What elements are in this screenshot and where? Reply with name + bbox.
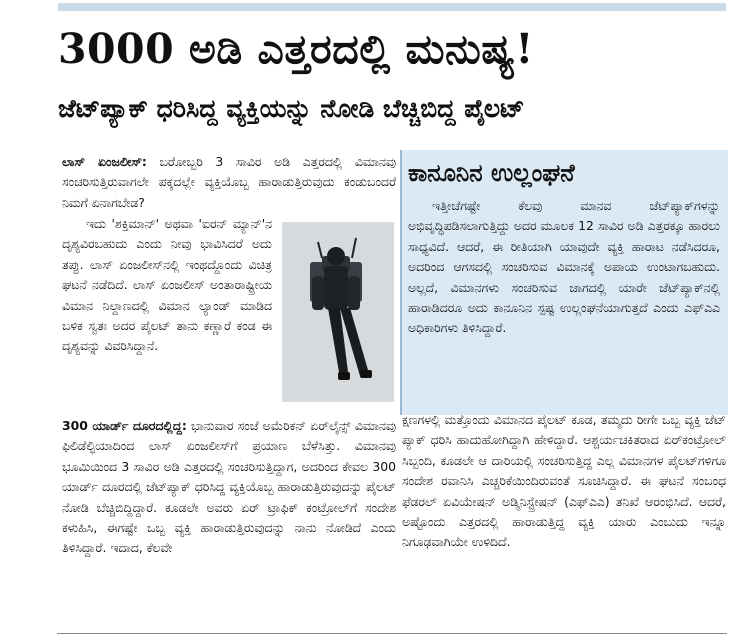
masthead-color-bar (58, 3, 726, 11)
intro-text: ಬರೋಬ್ಬರಿ 3 ಸಾವಿರ ಅಡಿ ಎತ್ತರದಲ್ಲಿ ವಿಮಾನವು ಸಂಚರಿಸುತ್ತಿರುವಾಗಲೇ ಪಕ್ಕದಲ್ಲೇ ವ್ಯಕ್ತಿಯೊಬ್ಬ ಹಾರಾಡುತ್ತಿರುವುದು ಕಂಡುಬಂದರೆ ನಿಮಗೆ ಏನಾಗಬೇಡ? (62, 154, 396, 210)
intro-paragraph (62, 152, 396, 213)
bottom-rule (57, 633, 727, 634)
section-lead: 300 ಯಾರ್ಡ್ ದೂರದಲ್ಲಿದ್ದ: (62, 418, 187, 433)
intro-paragraph-2 (62, 214, 272, 357)
sidebar-text-block (408, 196, 720, 339)
right-column-text: ಕ್ಷಣಗಳಲ್ಲಿ ಮತ್ತೊಂದು ವಿಮಾನದ ಪೈಲಟ್ ಕೂಡ, ತಮ್ಮದು ರೀಗೇ ಒಬ್ಬ ವ್ಯಕ್ತಿ ಜೆಟ್ ಪ್ಯಾಕ್ ಧರಿಸಿ ಹಾದುಹೋಗಿದ್ದಾಗಿ ಹೇಳಿದ್ದಾರೆ. ಆಶ್ಚರ್ಯಚಕಿತರಾದ ಏರ್‌ಕಂಟ್ರೋಲ್ ಸಿಬ್ಬಂದಿ, ಕೂಡಲೇ ಆ ದಾರಿಯಲ್ಲಿ ಸಂಚರಿಸುತ್ತಿದ್ದ ಎಲ್ಲ ವಿಮಾನಗಳ ಪೈಲಟ್‌ಗಳಿಗೂ ಸಂದೇಶ ರವಾನಿಸಿ ಎಚ್ಚರಿಕೆಯಿಂದಿರುವಂತೆ ಸೂಚಿಸಿದ್ದಾರೆ. ಈ ಘಟನೆ ಸಂಬಂಧ ಫೆಡರಲ್ ಏವಿಯೇಷನ್ ಅಡ್ಮಿನಿಸ್ಟ್ರೇಷನ್ (ಎಫ್‌ಎಎ) ತನಿಖೆ ಆರಂಭಿಸಿದೆ. ಆದರೆ, ಅಷ್ಟೊಂದು ಎತ್ತರದಲ್ಲಿ ಹಾರಾಡುತ್ತಿದ್ದ ವ್ಯಕ್ತಿ ಯಾರು ಎಂಬುದು ಇನ್ನೂ ನಿಗೂಢವಾಗಿಯೇ ಉಳಿದಿದೆ. (402, 412, 726, 550)
article-right-column (402, 410, 726, 553)
headline: 3000 ಅಡಿ ಎತ್ತರದಲ್ಲಿ ಮನುಷ್ಯ! (58, 25, 534, 73)
section2-text: ಭಾನುವಾರ ಸಂಜೆ ಅಮೆರಿಕನ್ ಏರ್‌ಲೈನ್ಸ್ ವಿಮಾನವು ಫಿಲಿಡೆಲ್ಫಿಯಾದಿಂದ ಲಾಸ್ ಏಂಜಲೀಸ್‌ಗೆ ಪ್ರಯಾಣ ಬೆಳೆಸಿತ್ತು. ವಿಮಾನವು ಭೂಮಿಯಿಂದ 3 ಸಾವಿರ ಅಡಿ ಎತ್ತರದಲ್ಲಿ ಸಂಚರಿಸುತ್ತಿದ್ದಾಗ, ಅದರಿಂದ ಕೇವಲ 300 ಯಾರ್ಡ್ ದೂರದಲ್ಲಿ ಜೆಟ್‌ಪ್ಯಾಕ್ ಧರಿಸಿದ್ದ ವ್ಯಕ್ತಿಯೊಬ್ಬ ಹಾರಾಡುತ್ತಿರುವುದನ್ನು ಪೈಲಟ್ ನೋಡಿ ಬೆಚ್ಚಿಬಿದ್ದಿದ್ದಾರೆ. ಕೂಡಲೇ ಅವರು ಏರ್ ಟ್ರಾಫಿಕ್ ಕಂಟ್ರೋಲ್‌ಗೆ ಸಂದೇಶ ಕಳುಹಿಸಿ, ಈಗಷ್ಟೇ ಒಬ್ಬ ವ್ಯಕ್ತಿ ಹಾರಾಡುತ್ತಿರುವುದನ್ನು ನಾನು ನೋಡಿದೆ ಎಂದು ತಿಳಿಸಿದ್ದಾರೆ. ಇದಾದ, ಕೆಲವೇ (62, 418, 396, 556)
dateline: ಲಾಸ್ ಏಂಜಲೀಸ್: (62, 154, 147, 169)
subheadline: ಜೆಟ್‌ಪ್ಯಾಕ್ ಧರಿಸಿದ್ದ ವ್ಯಕ್ತಿಯನ್ನು ನೋಡಿ ಬೆಚ್ಚಿಬಿದ್ದ ಪೈಲಟ್ (58, 94, 525, 123)
sidebar-text: ಇತ್ತೀಚೆಗಷ್ಟೇ ಕೆಲವು ಮಾನವ ಜೆಟ್‌ಪ್ಯಾಕ್‌ಗಳನ್ನು ಅಭಿವೃದ್ಧಿಪಡಿಸಲಾಗುತ್ತಿದ್ದು ಅದರ ಮೂಲಕ 12 ಸಾವಿರ ಅಡಿ ಎತ್ತರಕ್ಕೂ ಹಾರಲು ಸಾಧ್ಯವಿದೆ. ಆದರೆ, ಈ ರೀತಿಯಾಗಿ ಯಾವುದೇ ವ್ಯಕ್ತಿ ಹಾರಾಟ ನಡೆಸಿದರೂ, ಅದರಿಂದ ಆಗಸದಲ್ಲಿ ಸಂಚರಿಸುವ ವಿಮಾನಕ್ಕೆ ಅಪಾಯ ಉಂಟಾಗಬಹುದು. ಅಲ್ಲದೆ, ವಿಮಾನಗಳು ಸಂಚರಿಸುವ ಜಾಗದಲ್ಲಿ ಯಾರೇ ಜೆಟ್‌ಪ್ಯಾಕ್‌ನಲ್ಲಿ ಹಾರಾಡಿದರೂ ಅದು ಕಾನೂನಿನ ಸ್ಪಷ್ಟ ಉಲ್ಲಂಘನೆಯಾಗುತ್ತದೆ ಎಂದು ಎಫ್‌ಎಎ ಅಧಿಕಾರಿಗಳು ತಿಳಿಸಿದ್ದಾರೆ. (408, 198, 720, 336)
intro-text-2: ಇದು 'ಶಕ್ತಿಮಾನ್' ಅಥವಾ 'ಐರನ್ ಮ್ಯಾನ್'ನ ದೃಶ್ಯವಿರಬಹುದು ಎಂದು ನೀವು ಭಾವಿಸಿದರೆ ಅದು ತಪ್ಪು. ಲಾಸ್ ಏಂಜಲೀಸ್‌ನಲ್ಲಿ ಇಂಥದ್ದೊಂದು ವಿಚಿತ್ರ ಘಟನೆ ನಡೆದಿದೆ. ಲಾಸ್ ಏಂಜಲೀಸ್ ಅಂತಾರಾಷ್ಟ್ರೀಯ ವಿಮಾನ ನಿಲ್ದಾಣದಲ್ಲಿ ವಿಮಾನ ಲ್ಯಾಂಡ್ ಮಾಡಿದ ಬಳಿಕ ಸ್ವತಃ ಅದರ ಪೈಲಟ್ ತಾನು ಕಣ್ಣಾರೆ ಕಂಡ ಈ ದೃಶ್ಯವನ್ನು ವಿವರಿಸಿದ್ದಾನೆ. (62, 216, 272, 354)
jetpack-man-illustration (282, 222, 394, 402)
sidebar-title: ಕಾನೂನಿನ ಉಲ್ಲಂಘನೆ (408, 159, 575, 187)
article-section-2 (62, 416, 396, 559)
jetpack-man-photo (282, 222, 394, 402)
